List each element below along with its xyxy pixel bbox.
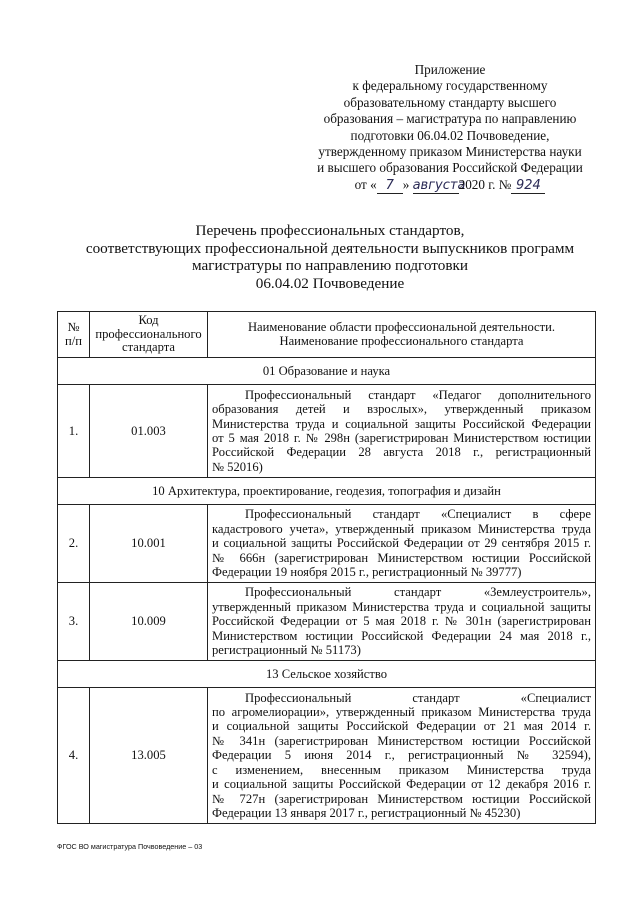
desc-line: Федерации 5 июня 2014 г., регистрационный № 32594), (212, 748, 591, 763)
section-row (58, 478, 596, 505)
desc-line: кадастрового учета», утвержденный приказом Министерства труда (212, 521, 591, 536)
section-title: 10 Архитектура, проектирование, геодезия, топография и дизайн (58, 478, 596, 505)
table-row (58, 688, 596, 824)
handwritten-day: 7 (377, 179, 403, 194)
appendix-line: и высшего образования Российской Федерации (317, 160, 583, 176)
desc-line: Профессиональный стандарт «Специалист в сфере (245, 507, 591, 522)
table-row (58, 505, 596, 583)
title-line: соответствующих профессиональной деятельности выпускников программ (85, 239, 575, 257)
appendix-line: образования – магистратура по направлению (323, 111, 577, 127)
desc-line: образования детей и взрослых», утвержденный приказом (212, 402, 591, 417)
desc-line: Министерства труда и социальной защиты Российской Федерации (212, 416, 591, 431)
row-description (208, 385, 596, 478)
document-title (60, 222, 600, 292)
desc-line: по агромелиорации», утвержденный приказом Министерства труда (212, 705, 591, 720)
desc-line: Федерации 13 января 2017 г., регистрационный № 45230) (212, 805, 521, 820)
desc-line: № 52016) (212, 459, 263, 474)
desc-line: утвержденный приказом Министерства труда и социальной защиты (212, 599, 591, 614)
desc-line: Профессиональный стандарт «Специалист (245, 690, 591, 705)
order-year: 2020 г. № (458, 176, 512, 192)
desc-line: Российской Федерации 28 августа 2018 г., регистрационный (212, 445, 591, 460)
desc-line: и социальной защиты Российской Федерации от 12 декабря 2016 г. (212, 777, 591, 792)
desc-line: от 5 мая 2018 г. № 298н (зарегистрирован Министерством юстиции (212, 431, 591, 445)
row-num: 3. (58, 583, 90, 661)
desc-line: № 727н (зарегистрирован Министерством юстиции Российской (212, 791, 591, 806)
desc-line: Министерством юстиции Российской Федерации 24 мая 2018 г., (212, 628, 591, 643)
desc-line: Российской Федерации от 5 мая 2018 г. № 301н (зарегистрирован (212, 614, 591, 629)
desc-line: с изменением, внесенным приказом Министерства труда (212, 762, 591, 777)
header-num: № п/п (58, 312, 90, 358)
section-title: 13 Сельское хозяйство (58, 661, 596, 688)
appendix-line: утвержденному приказом Министерства науки (318, 144, 582, 160)
desc-line: регистрационный № 51173) (212, 643, 361, 658)
row-num: 4. (58, 688, 90, 824)
page-footer: ФГОС ВО магистратура Почвоведение – 03 (57, 842, 203, 851)
appendix-line: Приложение (414, 62, 486, 77)
row-code: 10.001 (90, 505, 208, 583)
desc-line: № 341н (зарегистрирован Министерством юстиции Российской (212, 733, 591, 748)
title-line: 06.04.02 Почвоведение (255, 274, 405, 292)
appendix-line: к федеральному государственному (352, 78, 548, 94)
handwritten-order-number: 924 (511, 179, 545, 194)
row-code: 13.005 (90, 688, 208, 824)
row-code: 10.009 (90, 583, 208, 661)
desc-line: и социальной защиты Российской Федерации от 29 сентября 2015 г. (212, 536, 591, 551)
section-row (58, 358, 596, 385)
desc-line: Федерации 19 ноября 2015 г., регистрационный № 39777) (212, 565, 522, 580)
desc-line: и социальной защиты Российской Федерации от 21 мая 2014 г. (212, 719, 591, 734)
title-line: Перечень профессиональных стандартов, (195, 222, 465, 239)
header-name: Наименование области профессиональной деятельности. Наименование профессионального стандарта (208, 312, 596, 358)
table-row (58, 583, 596, 661)
standards-table (57, 311, 596, 824)
section-title: 01 Образование и наука (58, 358, 596, 385)
header-code: Код профессионального стандарта (90, 312, 208, 358)
appendix-line: подготовки 06.04.02 Почвоведение, (350, 127, 550, 143)
order-date-mid: » (402, 176, 410, 192)
desc-line: Профессиональный стандарт «Землеустроитель», (245, 585, 591, 600)
table-row (58, 385, 596, 478)
order-date-line (300, 177, 600, 194)
handwritten-month: августа (412, 177, 466, 193)
section-row (58, 661, 596, 688)
title-line: магистратуры по направлению подготовки (191, 257, 469, 274)
row-description (208, 583, 596, 661)
desc-line: Профессиональный стандарт «Педагог дополнительного (245, 387, 591, 402)
appendix-block (300, 62, 600, 194)
row-num: 2. (58, 505, 90, 583)
appendix-line: образовательному стандарту высшего (343, 94, 557, 110)
desc-line: № 666н (зарегистрирован Министерством юстиции Российской (212, 550, 591, 565)
row-code: 01.003 (90, 385, 208, 478)
order-date-prefix: от « (354, 176, 377, 192)
row-num: 1. (58, 385, 90, 478)
table-header-row (58, 312, 596, 358)
row-description (208, 505, 596, 583)
row-description (208, 688, 596, 824)
